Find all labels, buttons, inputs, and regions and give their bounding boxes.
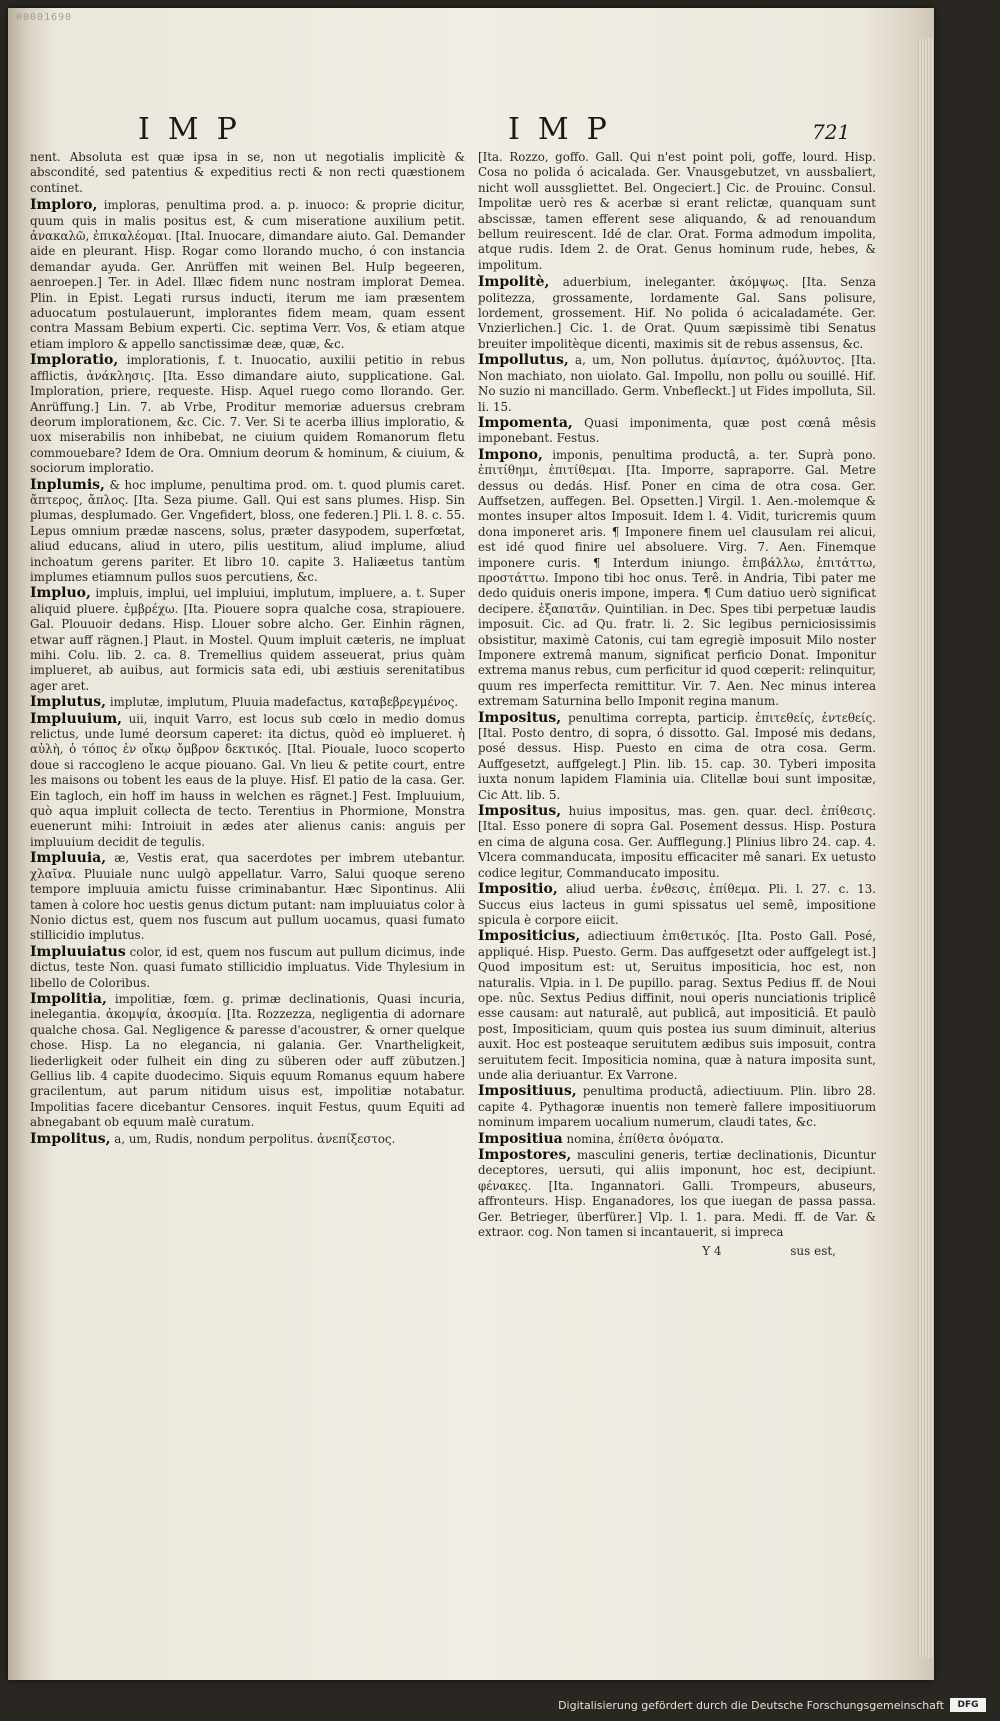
dictionary-entry [30, 198, 465, 352]
entry-text: uii, inquit Varro, est locus sub cœlo in medio domus relictus, unde lumé deorsum caperet: ita dictus, quòd eò implueret. ἡ αὐλὴ, ὁ τόπος ἐν οἴκῳ ὄμβρον δεκτικός. [Ital. Piouale, luoco scoperto doue si raccogleno le acque piouano. Gal. Vn lieu & petite court, entre les maisons ou tobent les eaus de la pluye. Hisf. El patio de la casa. Ger. Ein tagloch, ein hoff im hauss in welchen es rägnet.] Fest. Impluuium, quò aqua impluit collecta de tecto. Terentius in Phormione, Monstra euenerunt mihi: Introiuit in ædes ater alienus canis: anguis per impluuium decidit de tegulis. [30, 711, 465, 849]
entry-lemma: Impostores, [478, 1147, 572, 1163]
dictionary-entry [478, 804, 876, 881]
entry-lemma: Impluuium, [30, 710, 123, 727]
entry-lemma: Impolitus, [30, 1130, 111, 1147]
entry-lemma: Impositus, [478, 709, 562, 726]
entry-text: implutæ, implutum, Pluuia madefactus, καταβεβρεγμένος. [109, 695, 459, 710]
entry-lemma: Impomenta, [478, 414, 573, 431]
running-header-right: IMP [508, 112, 625, 147]
entry-text: masculini generis, tertiæ declinationis, Dicuntur deceptores, uersuti, qui aliis imponunt, hoc est, decipiunt. φένακες. [Ita. Ingannatori. Galli. Trompeurs, abuseurs, affronteurs. Hisp. Enganadores, los que iuegan de passa passa. Ger. Betrieger, überfürer.] Vlp. l. 1. para. Medi. ff. de Var. & extraor. cog. Non tamen si incantauerit, si impreca [478, 1148, 876, 1240]
entry-text: a, um, Rudis, nondum perpolitus. ἀνεπίξεστος. [114, 1131, 396, 1146]
entry-text: æ, Vestis erat, qua sacerdotes per imbrem utebantur. χλαῖνα. Pluuiale nunc uulgò appellatur. Varro, Salui quoque sereno tempore impluuia amictu fuisse criminabantur. Hæc Sipontinus. Alii tamen à colore hoc uestis genus dictum putant: nam impluuiatus color à Nonio dictus est, quem nos fuscum aut pullum uocamus, quasi fumato stillicidio implutus. [30, 851, 466, 943]
dictionary-entry [478, 448, 876, 710]
entry-lemma: Impositiuus, [478, 1083, 577, 1100]
catchword: sus est, [790, 1244, 836, 1259]
entry-text: impluis, implui, uel impluiui, implutum, impluere, a. t. Super aliquid pluere. ἐμβρέχω. [Ita. Piouere sopra qualche cosa, strapiouere. Gal. Plouuoir dedans. Hisp. Llouer sobre alcho. Ger. Einhin rägnen, etwar auff rägnen.] Plaut. in Mostel. Quum impluit cæteris, ne impluat mihi. Colu. lib. 2. ca. 8. Tremellius quidem asseuerat, prius quàm implueret, ab auibus, aut formicis sata edi, ubi æstiuis serenitatibus ager aret. [30, 586, 465, 693]
dictionary-entry [30, 712, 465, 851]
dictionary-entry [478, 416, 876, 447]
dictionary-entry [478, 1084, 876, 1130]
entry-text: huius impositus, mas. gen. quar. decl. ἐπίθεσις. [Ital. Esso ponere di sopra Gal. Posement dessus. Hisp. Postura en cima de alguna cosa. Ger. Aufflegung.] Plinius libro 24. cap. 4. Vlcera commanducata, impositu efficaciter mê sanari. Ex uetusto codice legitur, Commanducato impositu. [478, 804, 876, 880]
dictionary-entry [478, 1132, 876, 1147]
dictionary-entry [30, 851, 465, 943]
entry-lemma: Impluuia, [30, 850, 107, 867]
dictionary-entry [478, 353, 876, 415]
entry-lemma: Impositio, [478, 881, 558, 898]
entry-lemma: Impluo, [30, 585, 91, 602]
entry-text: color, id est, quem nos fuscum aut pullum dicimus, inde dictus, teste Non. quasi fumato stillicidio impluatus. Vide Thylesium in libello de Coloribus. [30, 944, 465, 990]
running-header-left: IMP [138, 112, 255, 147]
entry-text: a, um, Non pollutus. ἀμίαντος, ἀμόλυντος. [Ita. Non machiato, non uiolato. Gal. Impollu, non pollu ou souillé. Hif. No suzio ni mancillado. Germ. Vnbefleckt.] ut Fides impolluta, Sil. li. 15. [478, 353, 876, 414]
entry-lemma: Impollutus, [478, 352, 569, 369]
left-text-column [30, 150, 465, 1148]
entry-lemma: Implutus, [30, 694, 107, 711]
entry-text: [Ita. Rozzo, goffo. Gall. Qui n'est point poli, goffe, lourd. Hisp. Cosa no polida ó acicalada. Ger. Vnausgebutzet, vn aussbaliert, nicht woll aussgliettet. Bel. Ongeciert.] Cic. de Prouinc. Consul. Impolitæ uerò res & acerbæ si erant relictæ, quanquam sunt abscissæ, tamen efferent sese aliquando, & ad renouandum bellum reuirescent. Idé de clar. Orat. Forma admodum impolita, atque rudis. Idem 2. de Orat. Genus hominum rude, hebes, & impolitum. [478, 150, 876, 272]
entry-text: imponis, penultima productâ, a. ter. Suprà pono. ἐπιτίθημι, ἐπιτίθεμαι. [Ita. Imporre, sapraporre. Gal. Metre dessus ou dedás. Hisf. Poner en cima de otra cosa. Ger. Auffsetzen, auffegen. Bel. Opsetten.] Virgil. 1. Aen.-molemque & montes insuper altos Imposuit. Idem l. 4. Vidit, turicremis quum dona imponeret aris. ¶ Imponere finem uel clausulam rei alicui, est idé quod finire uel absoluere. Virg. 7. Aen. Finemque imponere curis. ¶ Interdum iniungo. ἐπιβάλλω, ἐπιτάττω, προστάττω. Impono tibi hoc onus. Terê. in Andria, Tibi pater me dedo quiduis oneris impone, impera. ¶ Cum datiuo uerò significat decipere. ἐξαπατᾶν. Quintilian. in Dec. Spes tibi perpetuæ laudis imposuit. Cic. ad Qu. fratr. li. 2. Sic legibus perniciosissimis obsistitur, maximè Catonis, cui tam egregiè imposuit Milo noster Imponere extremâ manum, significat perficio Donat. Imponitur extrema manus rebus, cum perficitur id quod cœperit: relinquitur, quum res imperfecta remittitur. Vir. 7. Aen. Nec minus interea extremam Saturnina bello Imponit regina manum. [478, 447, 877, 709]
entry-text: adiectiuum ἐπιθετικός. [Ita. Posto Gall. Posé, appliqué. Hisp. Puesto. Germ. Das auffgesetzt oder auffgelegt ist.] Quod impositum est: ut, Seruitus impositicia, hoc est, non naturalis. Vlpia. in l. De pupillo. parag. Sextus Pedius ff. de Noui ope. nûc. Sextus Pedius diffinit, noui operis nunciationis triplicê esse causam: aut naturalê, aut publicâ, aut impositiciâ. Et paulò post, Impositiciam, quum quis postea ius suum diminuit, alterius auxit. Hoc est posteaque seruitutem ædibus suis imposuit, contra seruitutem fecit. Impositicia nomina, quæ à natura imposita sunt, unde alia deriuantur. Ex Varrone. [478, 929, 877, 1082]
dictionary-entry [478, 929, 876, 1083]
dictionary-entry [30, 586, 465, 694]
dictionary-entry [30, 1132, 465, 1147]
entry-lemma: Inplumis, [30, 476, 105, 493]
entry-lemma: Impositiua [478, 1130, 563, 1147]
dictionary-entry [478, 1148, 876, 1240]
entry-text: nomina, ἐπίθετα ὀνόματα. [566, 1131, 724, 1146]
funding-note: Digitalisierung gefördert durch die Deutsche Forschungsgemeinschaft [558, 1699, 944, 1712]
dictionary-entry [30, 992, 465, 1131]
entry-lemma: Impositus, [478, 803, 562, 820]
entry-lemma: Impolitia, [30, 990, 107, 1007]
entry-lemma: Impositicius, [478, 928, 581, 945]
dictionary-entry [30, 695, 465, 710]
dictionary-entry [30, 150, 465, 196]
right-text-column [478, 150, 876, 1260]
entry-lemma: Impono, [478, 446, 543, 463]
entry-text: aduerbium, ineleganter. ἀκόμψως. [Ita. Senza politezza, grossamente, lordamente Gal. Sans polisure, lordement, grossement. Hif. No polida ó acicaladaméte. Ger. Vnzierlichen.] Cic. 1. de Orat. Quum sæpissimè tibi Senatus breuiter impolitèque dicenti, maximis sit de rebus assensus, &c. [478, 275, 877, 351]
page-edge [918, 38, 934, 1658]
entry-lemma: Impluuiatus [30, 943, 126, 960]
entry-text: impolitiæ, fœm. g. primæ declinationis, Quasi incuria, inelegantia. ἀκομψία, ἀκοσμία. [Ita. Rozzezza, negligentia di adornare qualche chosa. Gal. Negligence & paresse d'acoustrer, & orner quelque chose. Hisp. La no elegancia, ni galania. Ger. Vnartheligkeit, liederligkeit oder fulheit ein ding zu süberen oder auff zübutzen.] Gellius lib. 4 capite duodecimo. Siquis equum Romanus equum habere gracilentum, aut parum nitidum uisus est, impolitiæ notabatur. Impolitias facere dicebantur Censores. inquit Festus, quum Equiti ad abnegabant ob equum malè curatum. [30, 991, 465, 1130]
gathering-signature: Y 4 [702, 1244, 722, 1259]
entry-text: implorationis, f. t. Inuocatio, auxilii petitio in rebus afflictis, ἀνάκλησις. [Ita. Esso dimandare aiuto, supplicatione. Gal. Imploration, priere, requeste. Hisp. Aquel ruego como llorando. Ger. Anrüffung.] Lin. 7. ab Vrbe, Proditur memoriæ aduersus crebram deorum implorationem, &c. Cic. 7. Ver. Si te acerba illius imploratio, & uox miserabilis non inhibebat, ne ciuium quidem Romanorum fletu commouebare? Idem de Ora. Omnium deorum & hominum, & ciuium, & sociorum imploratio. [30, 353, 465, 476]
viewer-footer [0, 1690, 1000, 1721]
page-number: 721 [812, 120, 851, 144]
dictionary-entry [30, 945, 465, 991]
entry-lemma: Imploratio, [30, 352, 119, 369]
entry-lemma: Imploro, [30, 197, 98, 214]
dfg-logo: DFG [950, 1698, 986, 1712]
entry-text: nent. Absoluta est quæ ipsa in se, non ut negotialis implicitè & abscondité, sed patentius & expeditius recti & non recti quæstionem continet. [30, 150, 465, 195]
entry-lemma: Impolitè, [478, 274, 550, 291]
dictionary-entry [478, 882, 876, 928]
bottom-line [478, 1244, 876, 1259]
dictionary-entry [478, 150, 876, 273]
entry-text: penultima correpta, particip. ἐπιτεθείς, ἐντεθείς. [Ital. Posto dentro, di sopra, ó dissotto. Gal. Imposé mis dedans, posé dessus. Hisp. Puesto en cima de otra cosa. Germ. Auffgesetzt, auffgelegt.] Plin. lib. 15. cap. 30. Tyberi imposita iuxta nonum lapidem Flaminia uia. Clitellæ boui sunt impositæ, Cic Att. lib. 5. [478, 710, 877, 802]
dictionary-entry [478, 275, 876, 352]
book-page [8, 8, 934, 1680]
entry-text: Quasi imponimenta, quæ post cœnâ mêsis imponebant. Festus. [478, 415, 876, 446]
entry-text: penultima productâ, adiectiuum. Plin. libro 28. capite 4. Pythagoræ inuentis non temerè fallere impositiuorum nominum imparem uocalium numerum, claudi tates, &c. [478, 1084, 876, 1130]
right-entries [478, 150, 876, 1240]
scan-signature: 00001690 [16, 12, 73, 23]
dictionary-entry [30, 353, 465, 476]
entry-text: & hoc implume, penultima prod. om. t. quod plumis caret. ἄπτερος, ἄπλος. [Ita. Seza piume. Gall. Qui est sans plumes. Hisp. Sin plumas, desplumado. Ger. Vngefidert, bloss, one federen.] Pli. l. 8. c. 55. Lepus omnium prædæ nascens, solus, præter dasypodem, superfœtat, aliud educans, aliud in utero, pilis uestitum, aliud implume, aliud inchoatum gerens pariter. Et libro 10. capite 3. Haliæetus tantùm implumes etiamnum pullos suos percutiens, &c. [30, 477, 465, 584]
entry-text: imploras, penultima prod. a. p. inuoco: & proprie dicitur, quum quis in malis positus est, & cum miseratione auxilium petit. ἀνακαλῶ, ἐπικαλέομαι. [Ital. Inuocare, dimandare aiuto. Gal. Demander aide en pleurant. Hisp. Rogar como llorando mucho, ó con instancia demandar ayuda. Ger. Anrüffen mit weinen Bel. Hulp begeeren, aenroepen.] Ter. in Adel. Illæc fidem nunc nostram implorat Demea. Plin. in Epist. Legati rursus inducti, iterum me iam præsentem aduocatum postulauerunt, implorantes fidem meam, quam essent contra Massam Bebium experti. Cic. septima Verr. Vos, & etiam atque etiam imploro & appello sanctissimæ deæ, quæ, &c. [30, 198, 466, 351]
dictionary-entry [30, 478, 465, 586]
dictionary-entry [478, 711, 876, 803]
entry-text: aliud uerba. ἐνθεσις, ἐπίθεμα. Pli. l. 27. c. 13. Succus eius lacteus in gumi spissatus uel semê, impositione spicula è corpore eiicit. [478, 882, 876, 927]
